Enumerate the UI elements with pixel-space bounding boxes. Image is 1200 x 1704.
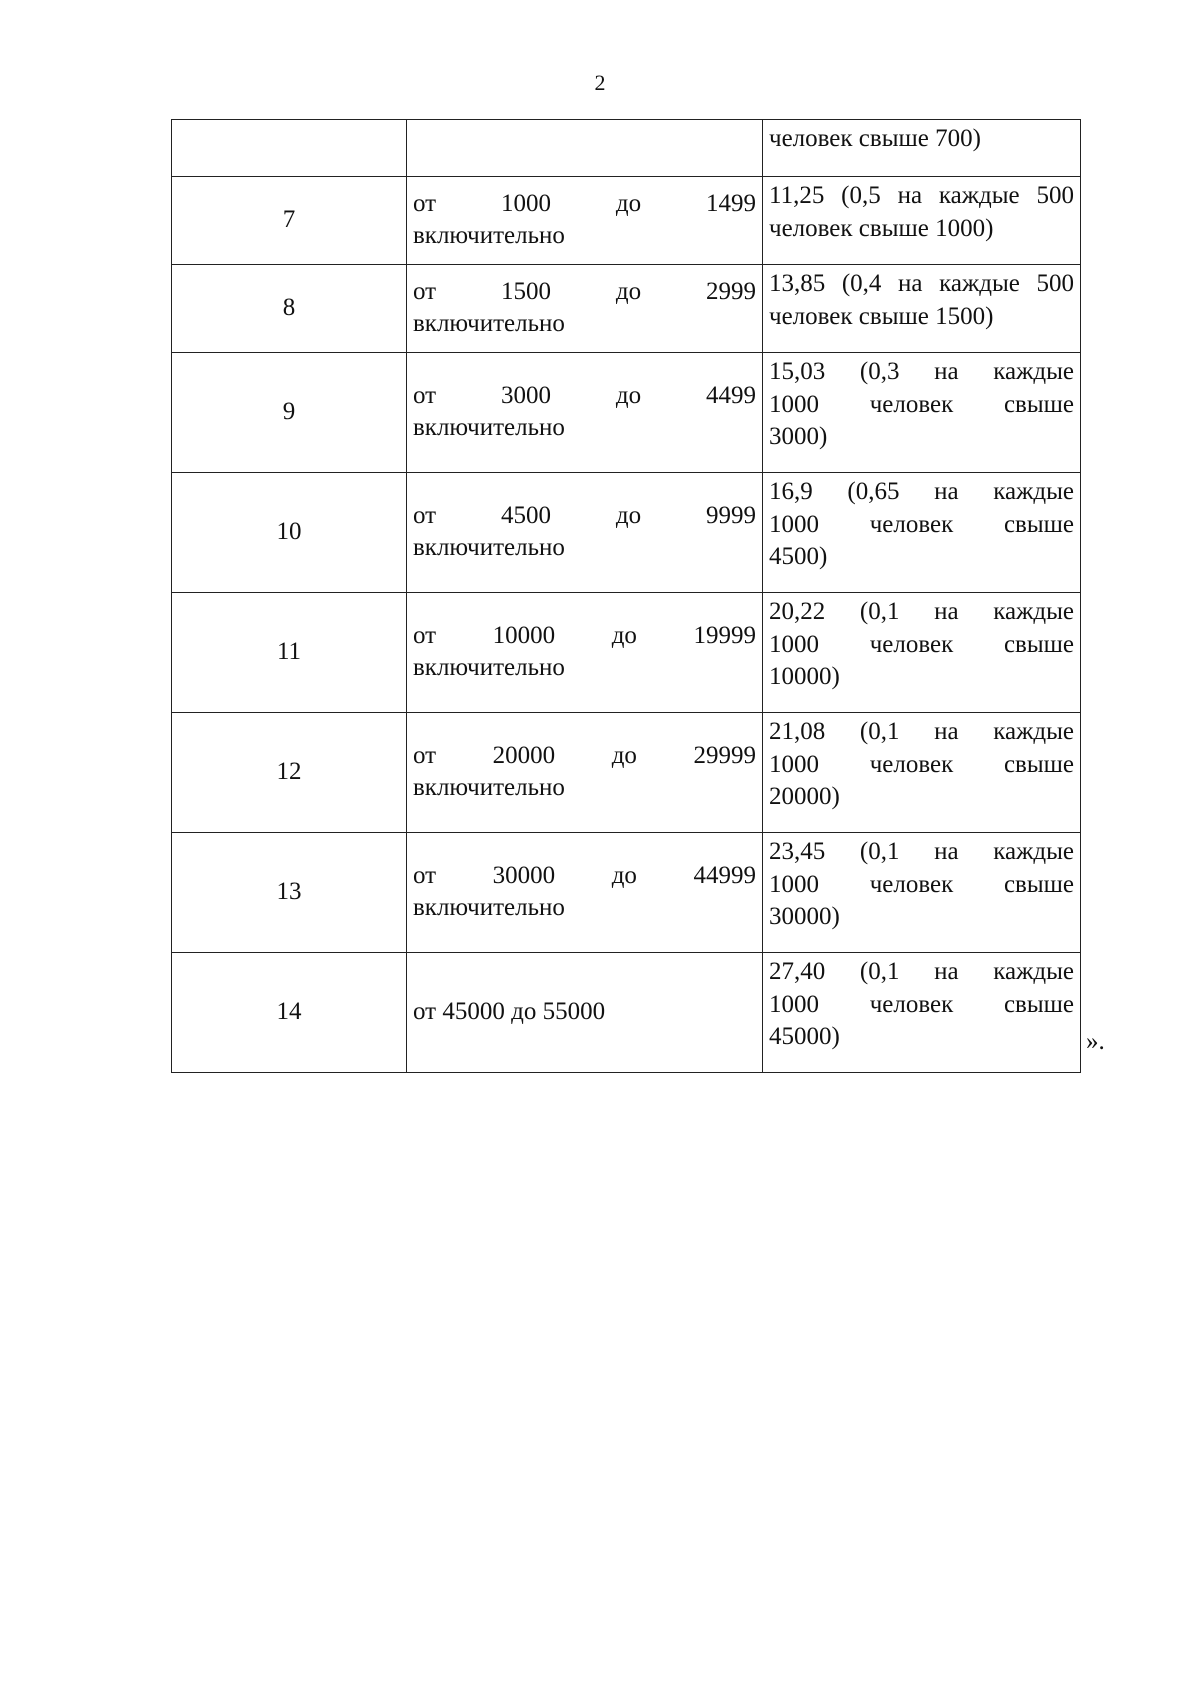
range-line: включительно xyxy=(413,894,565,921)
range-line: от 3000 до 4499 xyxy=(413,381,756,409)
range-line: включительно xyxy=(413,222,565,249)
table-row xyxy=(172,265,1081,353)
coefficient-cell xyxy=(763,120,1081,177)
range-line: включительно xyxy=(413,414,565,441)
range-cell xyxy=(407,713,763,833)
range-cell xyxy=(407,833,763,953)
range-line: включительно xyxy=(413,774,565,801)
closing-quote-mark: ». xyxy=(1086,1028,1105,1055)
coefficient-line: 1000 человек свыше xyxy=(769,510,1074,538)
coefficient-cell xyxy=(763,473,1081,593)
range-line: от 45000 до 55000 xyxy=(413,997,606,1025)
coefficient-cell xyxy=(763,265,1081,353)
range-line: от 1500 до 2999 xyxy=(413,277,756,305)
coefficient-table xyxy=(171,119,1081,1073)
row-number-cell: 13 xyxy=(172,833,407,953)
coefficient-line: 13,85 (0,4 на каждые 500 xyxy=(769,270,1074,297)
coefficient-cell xyxy=(763,833,1081,953)
coefficient-line: 20000) xyxy=(769,783,840,810)
range-cell xyxy=(407,593,763,713)
coefficient-line: человек свыше 700) xyxy=(769,125,981,152)
coefficient-cell xyxy=(763,177,1081,265)
coefficient-line: 27,40 (0,1 на каждые xyxy=(769,958,1074,985)
coefficient-line: 1000 человек свыше xyxy=(769,990,1074,1018)
coefficient-line: 4500) xyxy=(769,543,828,570)
table-row xyxy=(172,713,1081,833)
coefficient-line: 1000 человек свыше xyxy=(769,870,1074,898)
table-row xyxy=(172,120,1081,177)
range-line: от 1000 до 1499 xyxy=(413,189,756,217)
row-number-cell: 11 xyxy=(172,593,407,713)
table-row xyxy=(172,593,1081,713)
table-row xyxy=(172,473,1081,593)
coefficient-line: 20,22 (0,1 на каждые xyxy=(769,598,1074,625)
range-line: включительно xyxy=(413,310,565,337)
row-number-cell xyxy=(172,120,407,177)
coefficient-cell xyxy=(763,353,1081,473)
coefficient-line: 45000) xyxy=(769,1023,840,1050)
row-number-cell: 14 xyxy=(172,953,407,1073)
range-cell xyxy=(407,353,763,473)
range-cell xyxy=(407,265,763,353)
coefficient-line: 1000 человек свыше xyxy=(769,390,1074,418)
table-row xyxy=(172,177,1081,265)
row-number-cell: 8 xyxy=(172,265,407,353)
coefficient-line: 1000 человек свыше xyxy=(769,630,1074,658)
coefficient-line: человек свыше 1500) xyxy=(769,302,994,330)
range-cell xyxy=(407,953,763,1073)
coefficient-line: 11,25 (0,5 на каждые 500 xyxy=(769,182,1074,209)
table-row xyxy=(172,353,1081,473)
range-cell xyxy=(407,473,763,593)
coefficient-line: человек свыше 1000) xyxy=(769,214,994,242)
range-cell xyxy=(407,177,763,265)
range-line: от 20000 до 29999 xyxy=(413,741,756,769)
row-number-cell: 9 xyxy=(172,353,407,473)
row-number-cell: 10 xyxy=(172,473,407,593)
range-line: от 30000 до 44999 xyxy=(413,861,756,889)
range-line: включительно xyxy=(413,534,565,561)
table-row xyxy=(172,833,1081,953)
coefficient-line: 23,45 (0,1 на каждые xyxy=(769,838,1074,865)
coefficient-line: 3000) xyxy=(769,423,828,450)
range-line: включительно xyxy=(413,654,565,681)
coefficient-line: 10000) xyxy=(769,663,840,690)
table-row xyxy=(172,953,1081,1073)
page-number: 2 xyxy=(594,70,606,95)
coefficient-line: 16,9 (0,65 на каждые xyxy=(769,478,1074,505)
coefficient-line: 30000) xyxy=(769,903,840,930)
coefficient-cell xyxy=(763,953,1081,1073)
range-line: от 10000 до 19999 xyxy=(413,621,756,649)
row-number-cell: 12 xyxy=(172,713,407,833)
coefficient-cell xyxy=(763,593,1081,713)
coefficient-line: 21,08 (0,1 на каждые xyxy=(769,718,1074,745)
range-cell xyxy=(407,120,763,177)
coefficient-line: 15,03 (0,3 на каждые xyxy=(769,358,1074,385)
coefficient-line: 1000 человек свыше xyxy=(769,750,1074,778)
coefficient-cell xyxy=(763,713,1081,833)
row-number-cell: 7 xyxy=(172,177,407,265)
range-line: от 4500 до 9999 xyxy=(413,501,756,529)
